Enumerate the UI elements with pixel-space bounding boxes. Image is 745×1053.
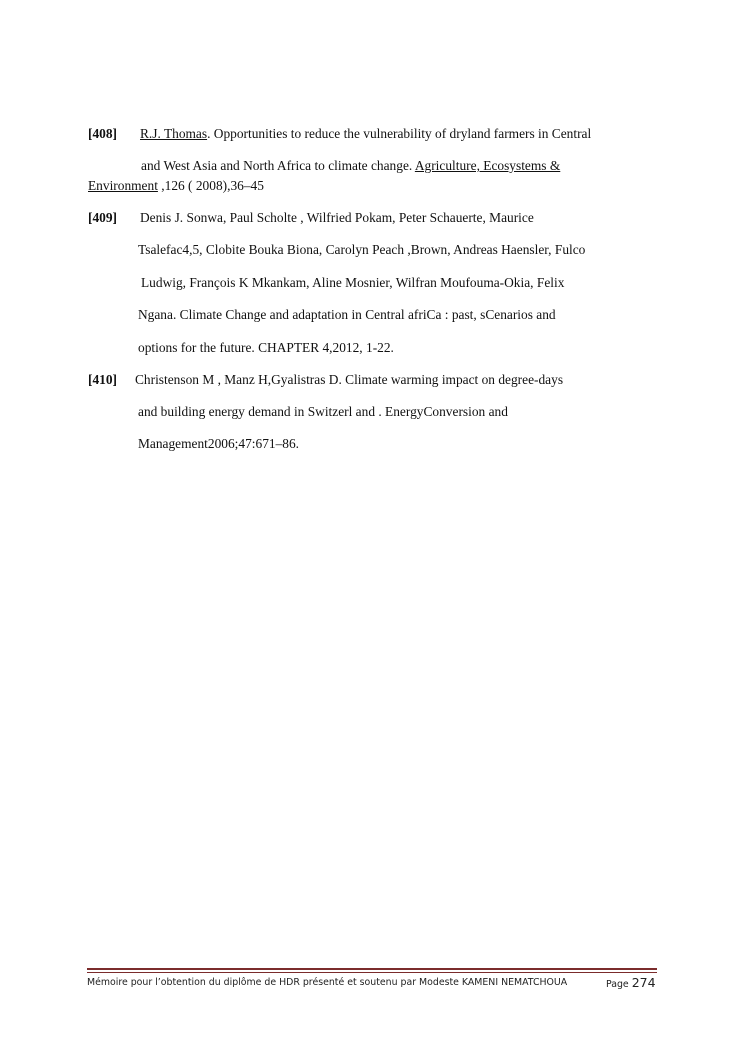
journal-link[interactable]: Environment <box>88 178 158 193</box>
journal-link[interactable]: Agriculture, Ecosystems & <box>414 158 561 173</box>
reference-number: [408] <box>88 126 118 141</box>
reference-text: and building energy demand in Switzerl and . EnergyConversion and <box>138 404 508 419</box>
reference-text: Denis J. Sonwa, Paul Scholte , Wilfried Pokam, Peter Schauerte, Maurice <box>140 210 534 225</box>
reference-408-line-2 <box>141 158 560 174</box>
reference-text: . Opportunities to reduce the vulnerability of dryland farmers in Central <box>207 126 592 141</box>
author-link[interactable]: R.J. Thomas <box>140 126 208 141</box>
reference-text: Christenson M , Manz H,Gyalistras D. Climate warming impact on degree-days <box>135 372 564 387</box>
reference-text: Tsalefac4,5, Clobite Bouka Biona, Carolyn Peach ,Brown, Andreas Haensler, Fulco <box>138 242 586 257</box>
reference-text: and West Asia and North Africa to climate change. <box>141 158 415 173</box>
page-indicator <box>606 975 656 990</box>
reference-text: Ludwig, François K Mkankam, Aline Mosnier, Wilfran Moufouma-Okia, Felix <box>141 275 565 290</box>
reference-number: [409] <box>88 210 118 225</box>
reference-text: options for the future. CHAPTER 4,2012, 1-22. <box>138 340 394 355</box>
footer-divider-thin <box>87 972 657 973</box>
footer-divider <box>87 968 657 970</box>
reference-408-line-3 <box>88 178 264 194</box>
reference-number: [410] <box>88 372 118 387</box>
reference-text: Ngana. Climate Change and adaptation in Central afriCa : past, sCenarios and <box>138 307 556 322</box>
reference-text: Management2006;47:671–86. <box>138 436 300 451</box>
page-label: Page <box>606 979 629 990</box>
page-number: 274 <box>631 975 656 990</box>
footer-text: Mémoire pour l’obtention du diplôme de HDR présenté et soutenu par Modeste KAMENI NEMATCHOUA <box>87 977 568 988</box>
reference-text: ,126 ( 2008),36–45 <box>157 178 264 193</box>
